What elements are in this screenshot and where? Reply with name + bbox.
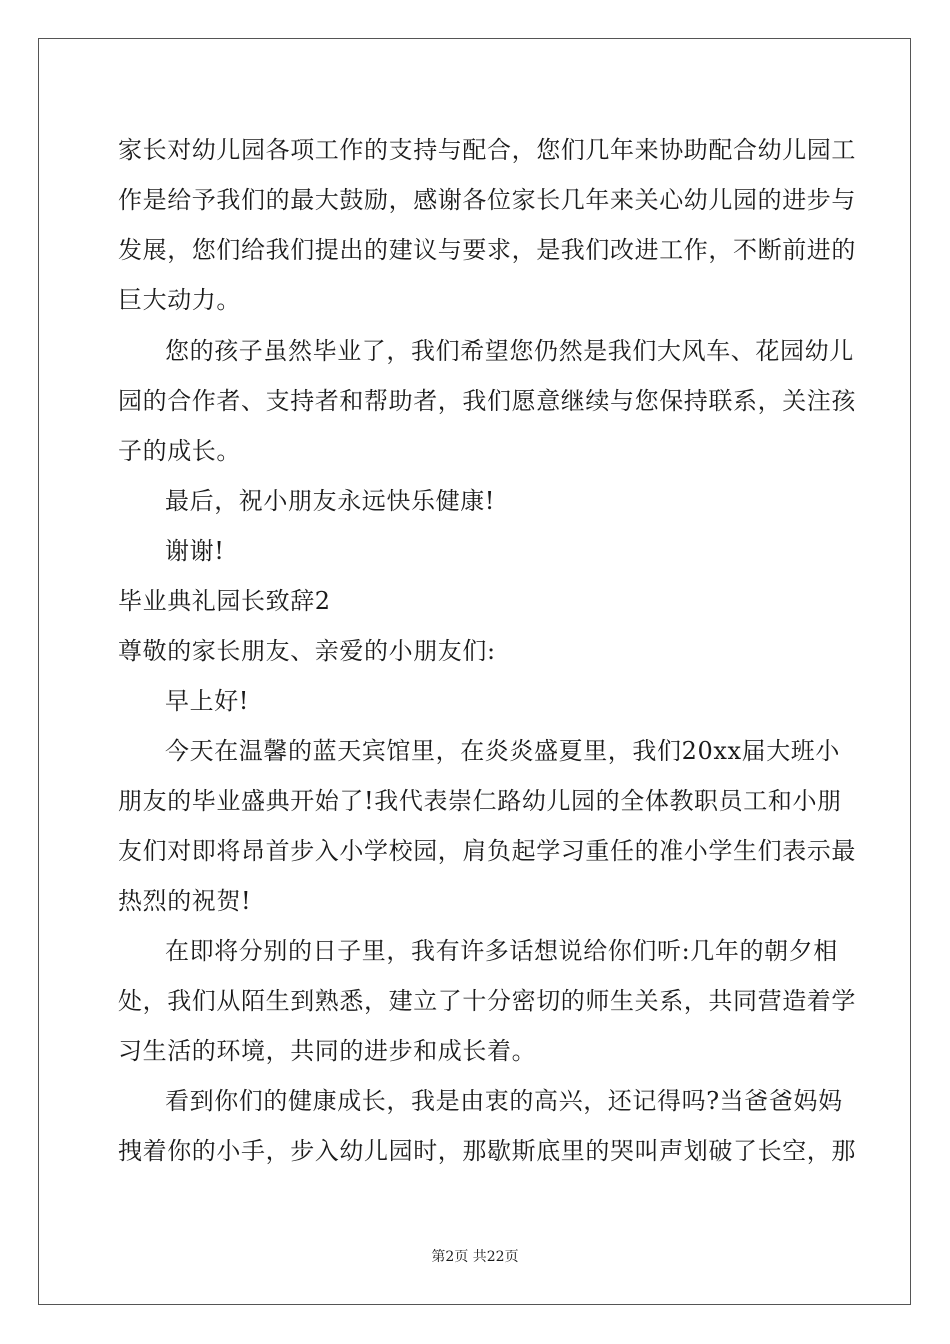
body-line: 热烈的祝贺! <box>118 887 252 915</box>
section-title: 毕业典礼园长致辞2 <box>118 587 331 615</box>
body-line: 作是给予我们的最大鼓励，感谢各位家长几年来关心幼儿园的进步与 <box>118 186 856 214</box>
body-line: 谢谢! <box>165 537 225 565</box>
body-line: 看到你们的健康成长，我是由衷的高兴，还记得吗?当爸爸妈妈 <box>165 1087 843 1115</box>
body-line: 今天在温馨的蓝天宾馆里，在炎炎盛夏里，我们20xx届大班小 <box>165 737 841 765</box>
body-line: 巨大动力。 <box>118 286 241 314</box>
body-line: 家长对幼儿园各项工作的支持与配合，您们几年来协助配合幼儿园工 <box>118 136 856 164</box>
body-line: 发展，您们给我们提出的建议与要求，是我们改进工作，不断前进的 <box>118 236 856 264</box>
body-line: 拽着你的小手，步入幼儿园时，那歇斯底里的哭叫声划破了长空，那 <box>118 1137 856 1165</box>
body-line: 友们对即将昂首步入小学校园，肩负起学习重任的准小学生们表示最 <box>118 837 856 865</box>
body-line: 您的孩子虽然毕业了，我们希望您仍然是我们大风车、花园幼儿 <box>165 337 854 365</box>
body-line: 园的合作者、支持者和帮助者，我们愿意继续与您保持联系，关注孩 <box>118 387 856 415</box>
body-line: 子的成长。 <box>118 437 241 465</box>
body-line: 习生活的环境，共同的进步和成长着。 <box>118 1037 537 1065</box>
body-line: 最后，祝小朋友永远快乐健康! <box>165 487 496 515</box>
body-line: 朋友的毕业盛典开始了!我代表崇仁路幼儿园的全体教职员工和小朋 <box>118 787 842 815</box>
body-line: 在即将分别的日子里，我有许多话想说给你们听:几年的朝夕相 <box>165 937 838 965</box>
body-line: 处，我们从陌生到熟悉，建立了十分密切的师生关系，共同营造着学 <box>118 987 856 1015</box>
page-number-footer: 第2页 共22页 <box>431 1249 519 1265</box>
body-line: 早上好! <box>165 687 250 715</box>
salutation: 尊敬的家长朋友、亲爱的小朋友们: <box>118 637 496 665</box>
